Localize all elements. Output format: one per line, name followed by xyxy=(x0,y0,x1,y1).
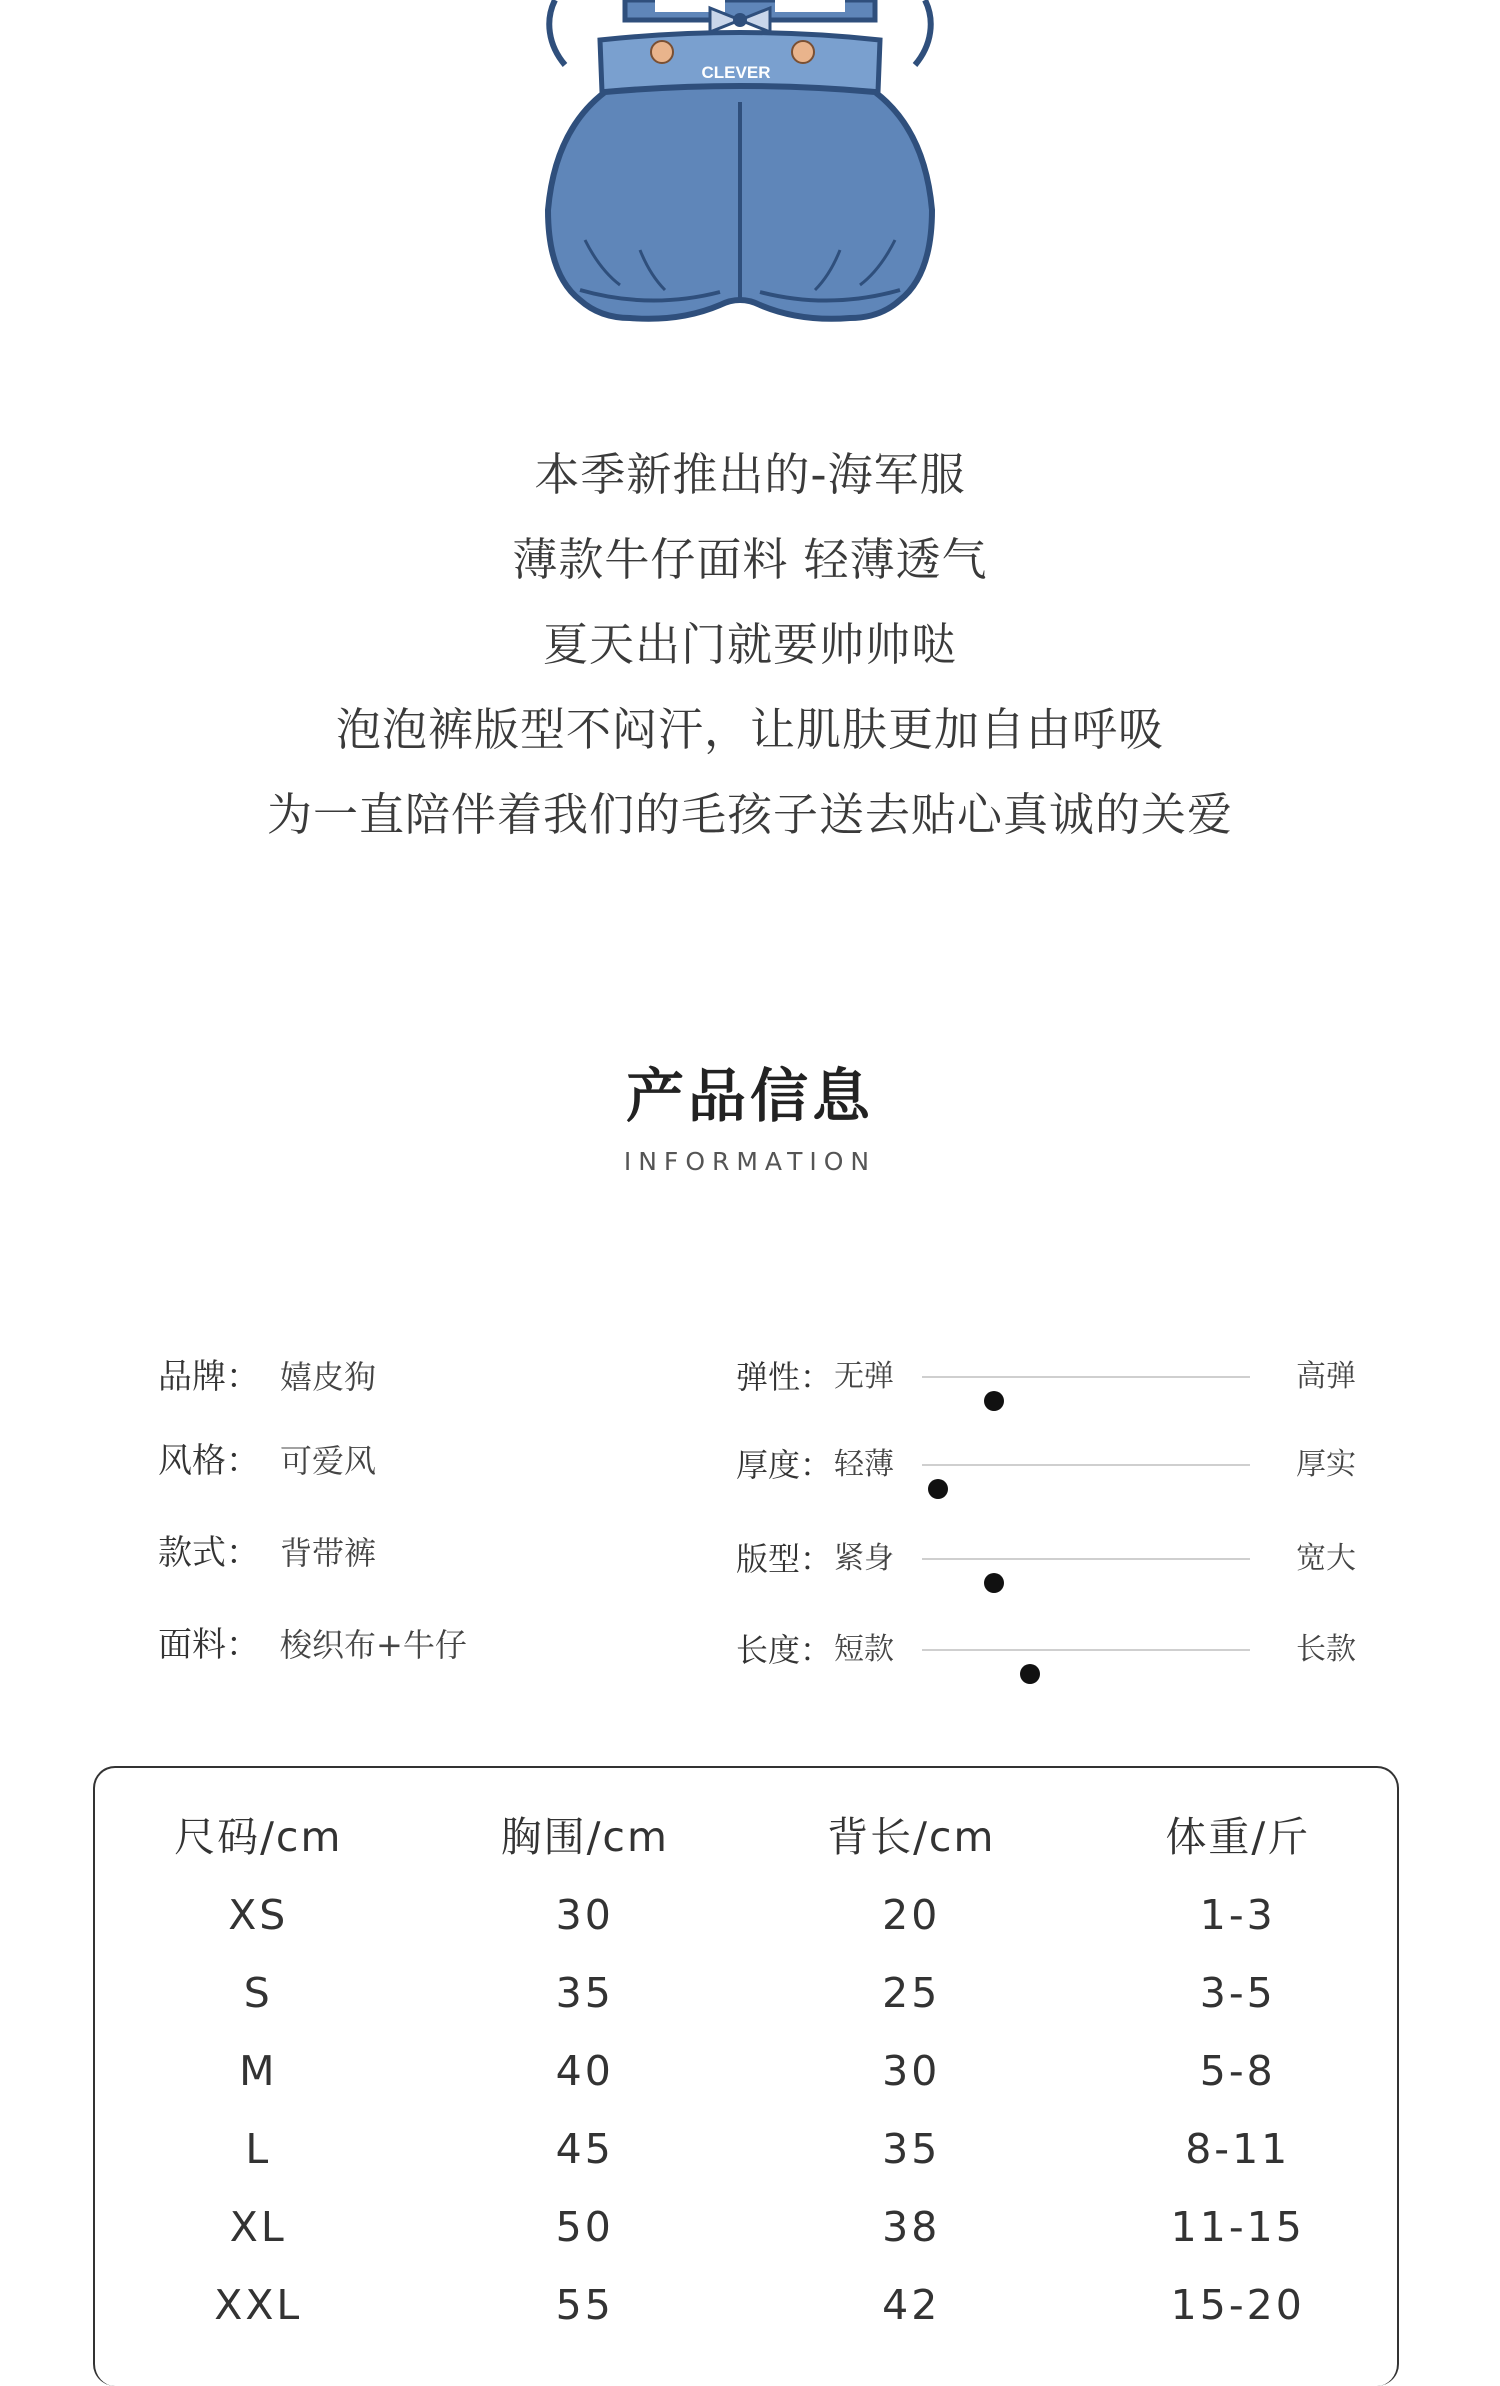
info-row-brand xyxy=(158,1352,376,1402)
scale-indicator xyxy=(1020,1664,1040,1684)
table-row xyxy=(95,2266,1401,2344)
scale-thickness xyxy=(736,1440,1356,1490)
section-header xyxy=(0,1060,1500,1178)
table-cell: 38 xyxy=(882,2203,941,2251)
scale-indicator xyxy=(928,1479,948,1499)
scale-low-label: 短款 xyxy=(834,1632,894,1667)
table-cell: XS xyxy=(228,1891,289,1939)
intro-line: 本季新推出的-海军服 xyxy=(534,448,966,501)
scale-track xyxy=(922,1649,1250,1651)
right-button-icon xyxy=(792,41,814,63)
logo-text: CLEVER xyxy=(701,63,771,82)
intro-text xyxy=(0,432,1500,857)
info-value: 嬉皮狗 xyxy=(280,1358,377,1396)
table-row xyxy=(95,1876,1401,1954)
scale-label: 版型： xyxy=(736,1540,833,1578)
table-cell: 35 xyxy=(555,1969,614,2017)
scale-label: 弹性： xyxy=(736,1358,833,1396)
column-header: 背长/cm xyxy=(827,1812,996,1861)
table-cell: 35 xyxy=(882,2125,941,2173)
column-header: 尺码/cm xyxy=(174,1812,343,1861)
size-table xyxy=(93,1766,1399,2386)
table-cell: 40 xyxy=(555,2047,614,2095)
info-label: 风格： xyxy=(158,1441,260,1481)
scale-high-label: 厚实 xyxy=(1296,1447,1356,1482)
table-cell: 1-3 xyxy=(1199,1891,1276,1939)
table-cell: 50 xyxy=(555,2203,614,2251)
info-label: 款式： xyxy=(158,1533,260,1573)
overalls-illustration xyxy=(0,0,1500,360)
table-cell: 5-8 xyxy=(1199,2047,1276,2095)
scale-high-label: 宽大 xyxy=(1296,1541,1356,1576)
table-cell: 30 xyxy=(882,2047,941,2095)
column-header: 体重/斤 xyxy=(1165,1812,1311,1861)
table-cell: XL xyxy=(229,2203,287,2251)
scale-length xyxy=(736,1625,1356,1675)
table-cell: 25 xyxy=(882,1969,941,2017)
intro-line: 泡泡裤版型不闷汗，让肌肤更加自由呼吸 xyxy=(335,703,1164,756)
table-cell: 45 xyxy=(555,2125,614,2173)
scale-indicator xyxy=(984,1391,1004,1411)
table-row xyxy=(95,2110,1401,2188)
scale-low-label: 轻薄 xyxy=(834,1447,894,1482)
section-subtitle: INFORMATION xyxy=(623,1147,877,1176)
intro-line: 为一直陪伴着我们的毛孩子送去贴心真诚的关爱 xyxy=(266,788,1233,841)
info-value: 梭织布+牛仔 xyxy=(280,1626,467,1664)
intro-line: 薄款牛仔面料 轻薄透气 xyxy=(512,533,988,586)
info-label: 品牌： xyxy=(158,1357,260,1397)
scale-high-label: 长款 xyxy=(1296,1632,1356,1667)
left-button-icon xyxy=(651,41,673,63)
table-cell: 20 xyxy=(882,1891,941,1939)
table-cell: 11-15 xyxy=(1170,2203,1305,2251)
table-cell: 42 xyxy=(882,2281,941,2329)
section-title: 产品信息 xyxy=(625,1062,874,1130)
scale-track xyxy=(922,1558,1250,1560)
info-label: 面料： xyxy=(158,1625,260,1665)
intro-line: 夏天出门就要帅帅哒 xyxy=(542,618,957,671)
info-row-fabric xyxy=(158,1620,467,1670)
table-cell: 3-5 xyxy=(1199,1969,1276,2017)
info-value: 背带裤 xyxy=(280,1534,377,1572)
table-cell: 15-20 xyxy=(1170,2281,1305,2329)
table-cell: 8-11 xyxy=(1185,2125,1291,2173)
table-cell: XXL xyxy=(214,2281,303,2329)
table-cell: 30 xyxy=(555,1891,614,1939)
scale-indicator xyxy=(984,1573,1004,1593)
table-cell: M xyxy=(239,2047,278,2095)
scale-low-label: 无弹 xyxy=(834,1359,894,1394)
table-row xyxy=(95,2188,1401,2266)
info-row-type xyxy=(158,1528,376,1578)
scale-low-label: 紧身 xyxy=(834,1541,894,1576)
scale-elasticity xyxy=(736,1352,1356,1402)
table-cell: 55 xyxy=(555,2281,614,2329)
scale-fit xyxy=(736,1534,1356,1584)
scale-high-label: 高弹 xyxy=(1296,1359,1356,1394)
table-header-row xyxy=(95,1768,1401,1876)
scale-track xyxy=(922,1464,1250,1466)
scale-label: 厚度： xyxy=(736,1446,833,1484)
table-cell: L xyxy=(245,2125,272,2173)
table-row xyxy=(95,2032,1401,2110)
table-cell: S xyxy=(243,1969,273,2017)
column-header: 胸围/cm xyxy=(500,1812,669,1861)
info-value: 可爱风 xyxy=(280,1442,377,1480)
table-row xyxy=(95,1954,1401,2032)
scale-label: 长度： xyxy=(736,1631,833,1669)
scale-track xyxy=(922,1376,1250,1378)
info-row-style xyxy=(158,1436,376,1486)
